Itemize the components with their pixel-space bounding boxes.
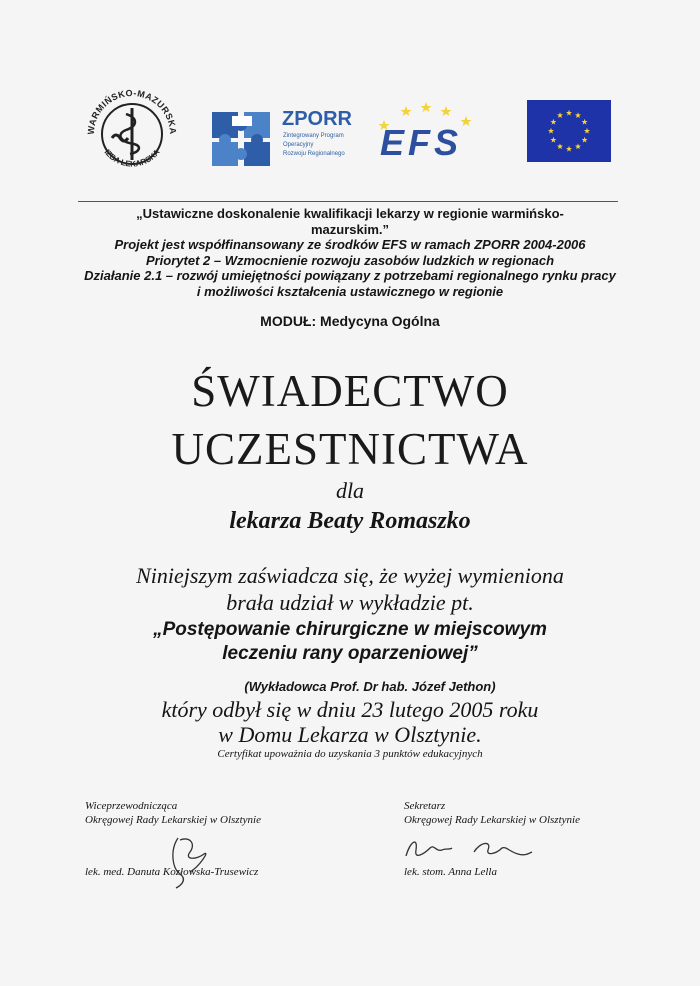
zporr-puzzle-icon [210, 108, 275, 170]
zporr-subtitle-2: Operacyjny [283, 142, 314, 148]
zporr-title: ZPORR [282, 108, 352, 130]
left-signatory-name: lek. med. Danuta Kozłowska-Trusewicz [85, 866, 259, 878]
header-divider [78, 201, 618, 202]
left-signatory-role: Wiceprzewodnicząca [85, 800, 178, 812]
logos-row [0, 0, 700, 200]
recipient-name: lekarza Beaty Romaszko [229, 508, 471, 534]
lecturer-name: (Wykładowca Prof. Dr hab. Józef Jethon) [244, 679, 496, 694]
right-handwritten-signature [400, 832, 540, 866]
zporr-subtitle-3: Rozwoju Regionalnego [283, 151, 345, 157]
lecture-title-line-1: „Postępowanie chirurgiczne w miejscowym [153, 619, 547, 640]
module-label: MODUŁ: Medycyna Ogólna [260, 313, 440, 329]
project-action-line: Działanie 2.1 – rozwój umiejętności powiązany z potrzebami regionalnego rynku pracy [84, 268, 616, 283]
for-word: dla [335, 478, 365, 503]
eu-flag-icon [527, 100, 611, 162]
right-signatory-council: Okręgowej Rady Lekarskiej w Olsztynie [404, 814, 580, 826]
project-cofinance-line: Projekt jest współfinansowany ze środków EFS w ramach ZPORR 2004-2006 [114, 237, 586, 252]
lecture-title-line-2: leczeniu rany oparzeniowej” [222, 643, 478, 664]
seal-text-top: WARMIŃSKO-MAZURSKA [85, 87, 179, 135]
body-text-line-1: Niniejszym zaświadcza się, że wyżej wymieniona [136, 563, 564, 588]
left-signatory-council: Okręgowej Rady Lekarskiej w Olsztynie [85, 814, 261, 826]
left-handwritten-signature [150, 830, 230, 890]
date-line: który odbył się w dniu 23 lutego 2005 roku [161, 697, 539, 722]
project-title-line-2: mazurskim.” [310, 222, 390, 237]
place-line: w Domu Lekarza w Olsztynie. [218, 722, 482, 747]
zporr-subtitle-1: Zintegrowany Program [283, 133, 344, 139]
project-action-line-2: i możliwości kształcenia ustawicznego w regionie [196, 284, 504, 299]
chamber-seal-logo [82, 82, 182, 182]
right-signatory-name: lek. stom. Anna Lella [404, 866, 497, 878]
project-priority-line: Priorytet 2 – Wzmocnienie rozwoju zasobów ludzkich w regionach [145, 253, 555, 268]
body-text-line-2: brała udział w wykładzie pt. [226, 590, 474, 615]
seal-text-bottom: IZBA LEKARSKA [102, 147, 162, 169]
points-note: Certyfikat upoważnia do uzyskania 3 punktów edukacyjnych [217, 748, 483, 760]
certificate-title-line-1: ŚWIADECTWO [191, 366, 509, 416]
right-signatory-role: Sekretarz [404, 800, 446, 812]
project-title-line-1: „Ustawiczne doskonalenie kwalifikacji lekarzy w regionie warmińsko- [136, 206, 564, 221]
efs-logo-text: EFS [380, 122, 463, 163]
certificate-title-line-2: UCZESTNICTWA [171, 424, 529, 474]
